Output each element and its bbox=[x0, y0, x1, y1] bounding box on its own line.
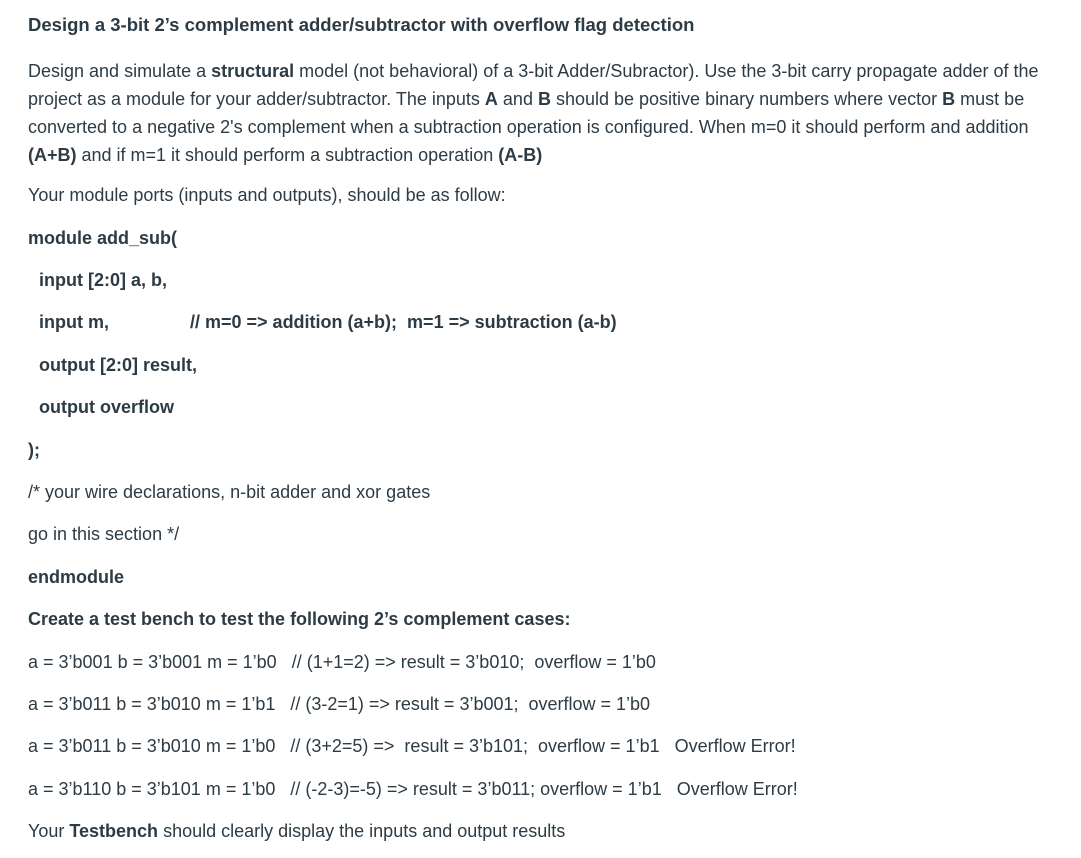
port-output-result: output [2:0] result, bbox=[39, 355, 197, 375]
port-input-m: input m, bbox=[39, 312, 109, 332]
intro-text: must be converted to a negative 2's complement when a subtraction operation is configured. When m=0 it should perform and addition bbox=[28, 89, 1029, 137]
intro-text: and if m=1 it should perform a subtraction operation bbox=[76, 145, 499, 165]
intro-bold: (A+B) bbox=[28, 145, 77, 165]
closing-line bbox=[28, 821, 565, 842]
closing-bold: Testbench bbox=[69, 821, 159, 841]
intro-bold: structural bbox=[211, 61, 295, 81]
intro-text: Design and simulate a bbox=[28, 61, 212, 81]
module-header: module add_sub( bbox=[28, 228, 178, 248]
intro-text: and bbox=[497, 89, 538, 109]
port-input-m-comment: // m=0 => addition (a+b); m=1 => subtraction (a-b) bbox=[190, 312, 617, 332]
intro-paragraph bbox=[28, 57, 1058, 169]
test-case: a = 3’b011 b = 3’b010 m = 1’b0 // (3+2=5) => result = 3’b101; overflow = 1’b1 Overflow Error! bbox=[28, 736, 796, 756]
module-comment-line1: /* your wire declarations, n-bit adder and xor gates bbox=[28, 482, 431, 502]
intro-bold: A bbox=[484, 89, 498, 109]
intro-bold: B bbox=[942, 89, 956, 109]
port-input-ab: input [2:0] a, b, bbox=[39, 270, 167, 290]
module-end: endmodule bbox=[28, 567, 125, 587]
test-case: a = 3’b011 b = 3’b010 m = 1’b1 // (3-2=1) => result = 3’b001; overflow = 1’b0 bbox=[28, 694, 651, 714]
port-output-overflow: output overflow bbox=[39, 397, 174, 417]
test-case: a = 3’b110 b = 3’b101 m = 1’b0 // (-2-3)=-5) => result = 3’b011; overflow = 1’b1 Overflow Error! bbox=[28, 779, 798, 799]
module-close: ); bbox=[28, 440, 40, 460]
intro-bold: B bbox=[537, 89, 551, 109]
module-comment-line2: go in this section */ bbox=[28, 524, 180, 544]
closing-text: Your bbox=[28, 821, 70, 841]
page-title: Design a 3-bit 2’s complement adder/subtractor with overflow flag detection bbox=[28, 14, 695, 35]
ports-intro: Your module ports (inputs and outputs), should be as follow: bbox=[28, 185, 506, 205]
testbench-heading: Create a test bench to test the following 2’s complement cases: bbox=[28, 609, 571, 629]
intro-text: model (not behavioral) of a 3-bit Adder/Subractor). Use the 3-bit carry propagate adder of the project as a module for your adder/subtractor. The inputs bbox=[28, 61, 1039, 109]
intro-text: should be positive binary numbers where vector bbox=[550, 89, 943, 109]
closing-text: should clearly display the inputs and output results bbox=[158, 821, 566, 841]
intro-bold: (A-B) bbox=[498, 145, 543, 165]
test-case: a = 3’b001 b = 3’b001 m = 1’b0 // (1+1=2) => result = 3’b010; overflow = 1’b0 bbox=[28, 652, 656, 672]
